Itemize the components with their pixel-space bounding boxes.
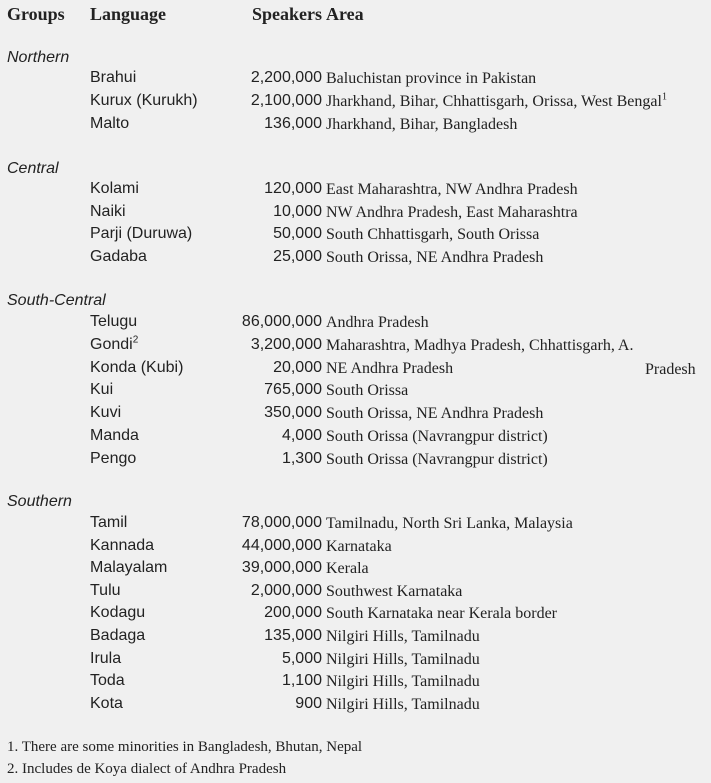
speakers-cell: 10,000 — [273, 203, 322, 220]
speakers-cell: 3,200,000 — [250, 336, 322, 353]
speakers-cell: 39,000,000 — [241, 559, 322, 576]
language-cell: Irula — [90, 650, 122, 667]
area-cell: Tamilnadu, North Sri Lanka, Malaysia — [326, 515, 573, 532]
area-cell: Nilgiri Hills, Tamilnadu — [326, 651, 480, 668]
speakers-cell: 900 — [295, 695, 322, 712]
speakers-cell: 136,000 — [264, 115, 322, 132]
area-cell: South Orissa, NE Andhra Pradesh — [326, 405, 544, 422]
language-cell — [90, 336, 138, 354]
language-cell: Badaga — [90, 627, 146, 644]
area-cell: Nilgiri Hills, Tamilnadu — [326, 628, 480, 645]
table-row — [0, 248, 711, 270]
speakers-cell: 350,000 — [264, 404, 322, 421]
speakers-cell: 1,100 — [281, 672, 322, 689]
area-cell — [326, 93, 667, 111]
table-row — [0, 404, 711, 426]
language-cell: Kannada — [90, 537, 155, 554]
language-cell: Tamil — [90, 514, 128, 531]
area-cell: Jharkhand, Bihar, Bangladesh — [326, 116, 518, 133]
header-groups: Groups — [7, 4, 65, 24]
table-row — [0, 92, 711, 114]
speakers-cell: 78,000,000 — [241, 514, 322, 531]
language-cell: Parji (Duruwa) — [90, 225, 193, 242]
language-cell: Konda (Kubi) — [90, 359, 184, 376]
table-row — [0, 180, 711, 202]
footnote-1: 1. There are some minorities in Bangladesh, Bhutan, Nepal — [7, 739, 363, 755]
group-title-south-central: South-Central — [7, 292, 106, 309]
speakers-cell: 2,100,000 — [250, 92, 322, 109]
footnote-marker: 1 — [661, 91, 667, 103]
speakers-cell: 25,000 — [273, 248, 322, 265]
speakers-cell: 20,000 — [273, 359, 322, 376]
table-row — [0, 514, 711, 536]
table-row — [0, 627, 711, 649]
table-row — [0, 69, 711, 91]
area-cell: Maharashtra, Madhya Pradesh, Chhattisgarh, A. — [326, 337, 634, 354]
area-cell: Nilgiri Hills, Tamilnadu — [326, 673, 480, 690]
area-cell: South Orissa (Navrangpur district) — [326, 428, 548, 445]
table-row — [0, 427, 711, 449]
area-cell: South Orissa, NE Andhra Pradesh — [326, 249, 544, 266]
speakers-cell: 2,000,000 — [250, 582, 322, 599]
language-cell: Naiki — [90, 203, 126, 220]
table-row — [0, 604, 711, 626]
speakers-cell: 1,300 — [281, 450, 322, 467]
table-row — [0, 695, 711, 717]
table-row — [0, 650, 711, 672]
area-cell: South Chhattisgarh, South Orissa — [326, 226, 540, 243]
table-row — [0, 672, 711, 694]
area-cell: South Karnataka near Kerala border — [326, 605, 557, 622]
table-row — [0, 582, 711, 604]
language-cell: Kota — [90, 695, 123, 712]
language-cell: Pengo — [90, 450, 137, 467]
area-cell: South Orissa — [326, 382, 409, 399]
table-row — [0, 381, 711, 403]
table-row — [0, 115, 711, 137]
language-cell: Manda — [90, 427, 139, 444]
area-overflow-text: Pradesh — [645, 361, 696, 378]
speakers-cell: 44,000,000 — [241, 537, 322, 554]
area-cell: South Orissa (Navrangpur district) — [326, 451, 548, 468]
speakers-cell: 2,200,000 — [250, 69, 322, 86]
language-cell: Toda — [90, 672, 125, 689]
area-text: Jharkhand, Bihar, Chhattisgarh, Orissa, West Bengal — [326, 93, 662, 110]
speakers-cell: 5,000 — [281, 650, 322, 667]
table-row — [0, 313, 711, 335]
group-title-central: Central — [7, 160, 59, 177]
area-cell: NW Andhra Pradesh, East Maharashtra — [326, 204, 578, 221]
language-cell: Malayalam — [90, 559, 168, 576]
language-cell: Kuvi — [90, 404, 122, 421]
language-cell: Gadaba — [90, 248, 147, 265]
language-cell: Malto — [90, 115, 130, 132]
header-speakers: Speakers — [251, 4, 322, 24]
table-row — [0, 203, 711, 225]
area-cell: Kerala — [326, 560, 369, 577]
footnote-2: 2. Includes de Koya dialect of Andhra Pradesh — [7, 761, 287, 777]
speakers-cell: 50,000 — [273, 225, 322, 242]
speakers-cell: 765,000 — [264, 381, 322, 398]
area-cell: Baluchistan province in Pakistan — [326, 70, 537, 87]
table-row — [0, 450, 711, 472]
area-cell: East Maharashtra, NW Andhra Pradesh — [326, 181, 578, 198]
table-row — [0, 359, 711, 381]
language-cell: Telugu — [90, 313, 138, 330]
language-cell: Kurux (Kurukh) — [90, 92, 198, 109]
group-title-northern: Northern — [7, 49, 70, 66]
header-area: Area — [326, 4, 364, 24]
language-cell: Kolami — [90, 180, 139, 197]
language-text: Gondi — [90, 336, 133, 353]
speakers-cell: 4,000 — [281, 427, 322, 444]
area-cell: NE Andhra Pradesh — [326, 360, 454, 377]
speakers-cell: 120,000 — [264, 180, 322, 197]
group-title-southern: Southern — [7, 493, 72, 510]
table-row — [0, 559, 711, 581]
speakers-cell: 200,000 — [264, 604, 322, 621]
speakers-cell: 86,000,000 — [241, 313, 322, 330]
header-language: Language — [90, 4, 167, 24]
language-cell: Kui — [90, 381, 114, 398]
language-cell: Tulu — [90, 582, 121, 599]
area-cell: Nilgiri Hills, Tamilnadu — [326, 696, 480, 713]
table-row — [0, 225, 711, 247]
language-cell: Brahui — [90, 69, 137, 86]
table-row — [0, 537, 711, 559]
language-cell: Kodagu — [90, 604, 146, 621]
table-row — [0, 336, 711, 358]
speakers-cell: 135,000 — [264, 627, 322, 644]
footnote-marker: 2 — [132, 334, 139, 346]
area-cell: Southwest Karnataka — [326, 583, 463, 600]
area-cell: Andhra Pradesh — [326, 314, 429, 331]
area-cell: Karnataka — [326, 538, 392, 555]
